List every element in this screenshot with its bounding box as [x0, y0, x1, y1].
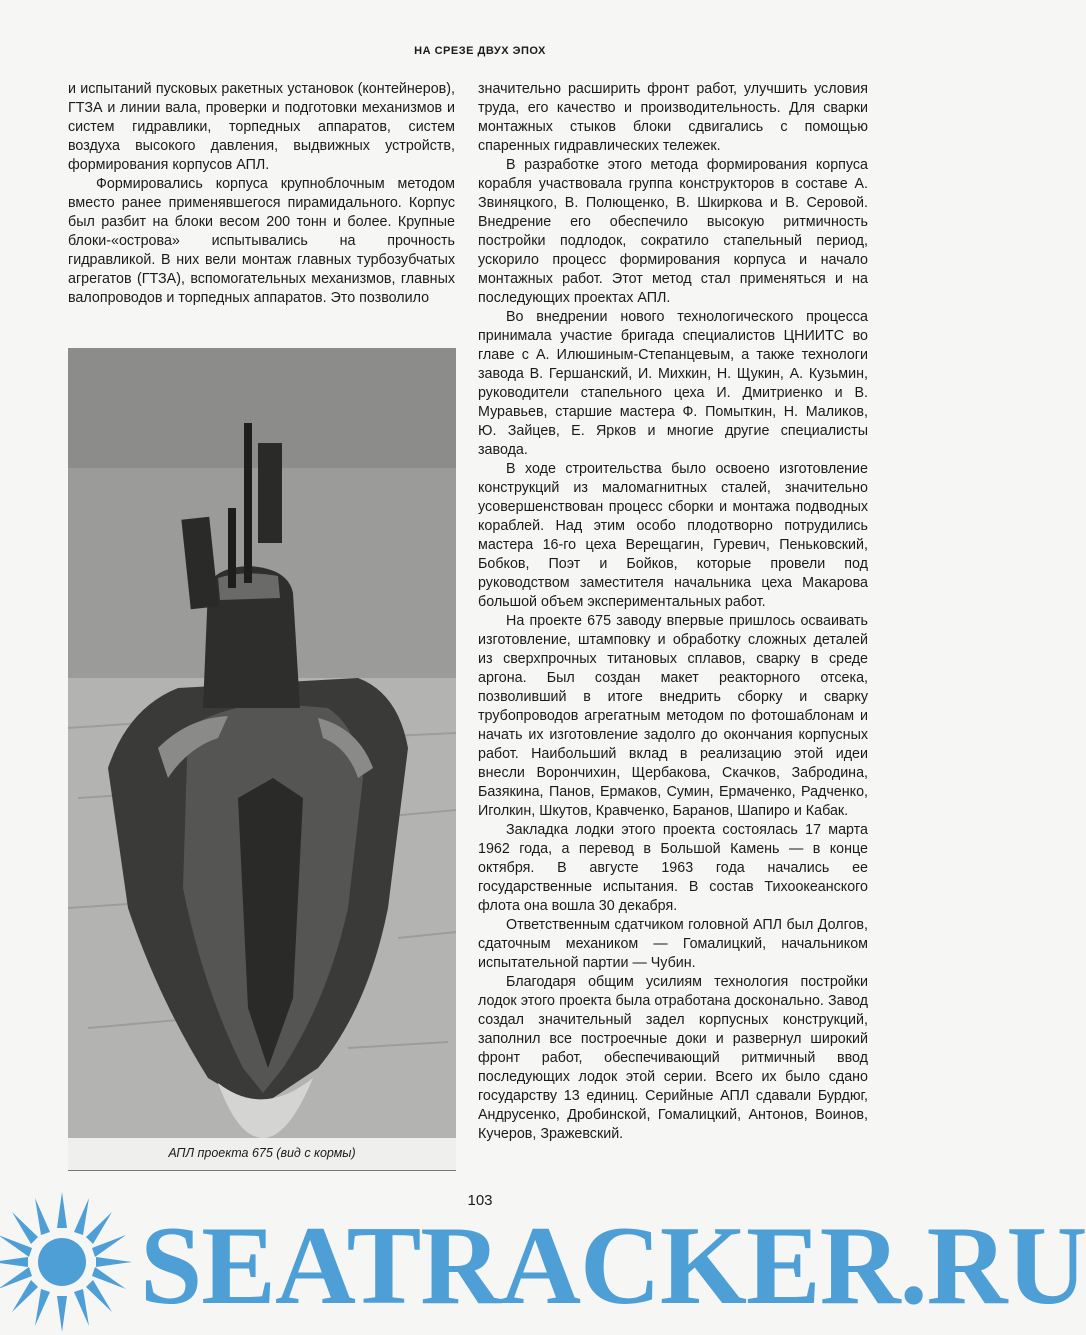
paragraph: На проекте 675 заводу впервые пришлось осваивать изготовление, штамповку и обработку сложных деталей из сверхпрочных титановых сплавов, сварку в среде аргона. Был создан макет реакторного отсека, позволивший в итоге внедрить сборку и сварку трубопроводов агрегатным методом по фотошаблонам и начать их изготовление задолго до окончания корпусных работ. Наибольший вклад в реализацию этой идеи внесли Ворончихин, Щербакова, Скачков, Забродина, Базякина, Панов, Ермаков, Сумин, Ермаченко, Радченко, Иголкин, Шкутов, Кравченко, Баранов, Шапиро и Кабак.: [478, 613, 868, 819]
paragraph: В ходе строительства было освоено изготовление конструкций из маломагнитных сталей, значительно усовершенствован процесс сборки и монтажа подводных кораблей. Над этим особо плодотворно потрудились мастера 16-го цеха Верещагин, Гуревич, Пеньковский, Бобков, Поэт и Бойков, которые провели под руководством заместителя начальника цеха Макарова большой объем экспериментальных работ.: [478, 461, 868, 610]
running-header: НА СРЕЗЕ ДВУХ ЭПОХ: [414, 45, 546, 57]
left-text-column: [68, 80, 455, 308]
right-text-column: [478, 80, 868, 1144]
watermark-text: SEATRACKER.RU: [140, 1204, 1086, 1328]
caption-divider: [68, 1170, 456, 1171]
paragraph: Формировались корпуса крупноблочным методом вместо ранее применявшегося пирамидального. Корпус был разбит на блоки весом 200 тонн и более. Крупные блоки-«острова» испытывались на прочность гидравликой. В них вели монтаж главных турбозубчатых агрегатов (ГТЗА), вспомогательных механизмов, главных валопроводов и торпедных аппаратов. Это позволило: [68, 176, 455, 306]
page-number: 103: [467, 1192, 493, 1209]
photo-caption: АПЛ проекта 675 (вид с кормы): [68, 1138, 456, 1170]
paragraph: Во внедрении нового технологического процесса принимала участие бригада специалистов ЦНИИТС во главе с А. Илюшиным-Степанцевым, а также технологи завода В. Гершанский, И. Михкин, Н. Щукин, А. Кузьмин, руководители стапельного цеха И. Дмитриенко и В. Муравьев, старшие мастера Ф. Помыткин, Н. Маликов, Ю. Зайцев, Е. Ярков и многие другие специалисты завода.: [478, 309, 868, 458]
paragraph: В разработке этого метода формирования корпуса корабля участвовала группа конструкторов в составе А. Звиняцкого, В. Полющенко, В. Шкиркова и В. Серовой. Внедрение его обеспечило высокую ритмичность постройки подлодок, сократило стапельный период, ускорило процесс формирования корпуса и начало монтажных работ. Этот метод стал применяться и на последующих проектах АПЛ.: [478, 157, 868, 306]
paragraph: Ответственным сдатчиком головной АПЛ был Долгов, сдаточным механиком — Гомалицкий, начальником испытательной партии — Чубин.: [478, 917, 868, 971]
paragraph: Благодаря общим усилиям технология постройки лодок этого проекта была отработана досконально. Завод создал значительный задел корпусных конструкций, заполнил все построечные доки и развернул широкий фронт работ, обеспечивающий ритмичный ввод последующих лодок этой серии. Всего их было сдано государству 13 единиц. Серийные АПЛ сдавали Бурдюг, Андрусенко, Дробинской, Гомалицкий, Антонов, Воинов, Кучеров, Зражевский.: [478, 974, 868, 1142]
sun-logo-icon: [0, 1190, 150, 1335]
submarine-photo: [68, 348, 456, 1138]
paragraph: Закладка лодки этого проекта состоялась 17 марта 1962 года, а перевод в Большой Камень — в конце октября. В августе 1963 года начались ее государственные испытания. В состав Тихоокеанского флота она вошла 30 декабря.: [478, 822, 868, 914]
paragraph: и испытаний пусковых ракетных установок (контейнеров), ГТЗА и линии вала, проверки и подготовки механизмов и систем гидравлики, торпедных аппаратов, систем воздуха высокого давления, выдвижных устройств, формирования корпусов АПЛ.: [68, 81, 455, 173]
paragraph: значительно расширить фронт работ, улучшить условия труда, его качество и производительность. Для сварки монтажных стыков блоки сдвигались с помощью спаренных гидравлических тележек.: [478, 81, 868, 154]
